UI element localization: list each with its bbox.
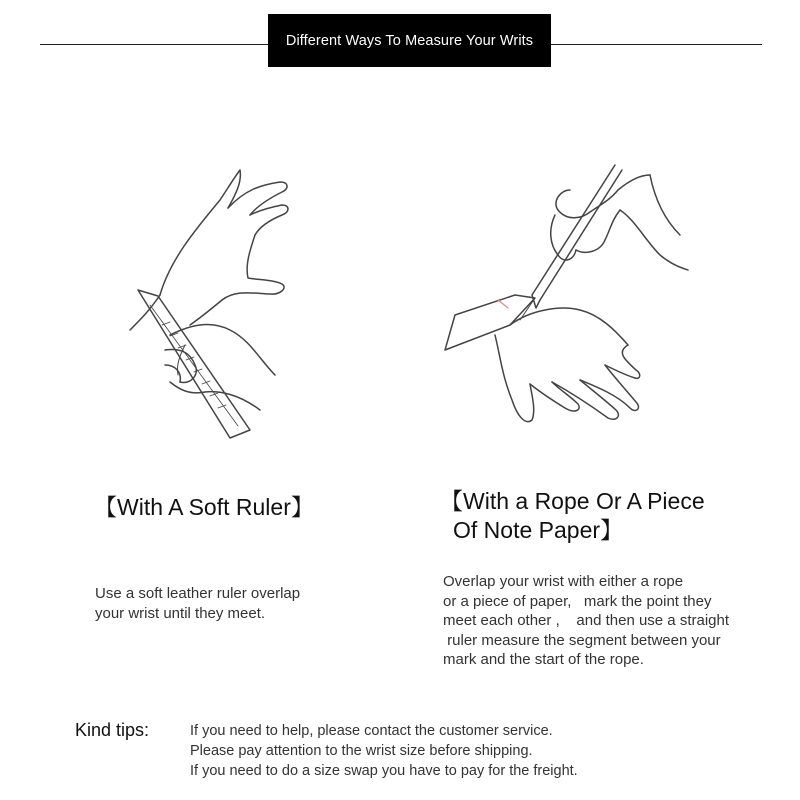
tip-line: If you need to help, please contact the customer service. bbox=[190, 723, 553, 739]
tip-line: If you need to do a size swap you have to pay for the freight. bbox=[190, 763, 578, 779]
description-line: or a piece of paper, mark the point they bbox=[443, 592, 712, 610]
kind-tips-label: Kind tips: bbox=[75, 720, 150, 740]
tip-line: Please pay attention to the wrist size before shipping. bbox=[190, 743, 533, 759]
description-line: Overlap your wrist with either a rope bbox=[443, 573, 684, 590]
header-rule-right bbox=[549, 44, 762, 45]
description-line: ruler measure the segment between your bbox=[443, 631, 721, 649]
rope-paper-heading bbox=[440, 487, 705, 545]
rope-paper-description bbox=[443, 572, 729, 670]
page-title: Different Ways To Measure Your Writs bbox=[285, 32, 534, 49]
rope-paper-heading-line-2: Of Note Paper】 bbox=[453, 517, 624, 543]
description-line: meet each other , and then use a straight bbox=[443, 612, 730, 629]
soft-ruler-description bbox=[95, 584, 300, 623]
soft-ruler-illustration bbox=[110, 160, 310, 450]
description-line: mark and the start of the rope. bbox=[443, 651, 644, 668]
description-line: Use a soft leather ruler overlap bbox=[95, 585, 301, 602]
rope-paper-illustration bbox=[440, 160, 690, 450]
header-rule-left bbox=[40, 44, 272, 45]
description-line: your wrist until they meet. bbox=[95, 604, 266, 622]
soft-ruler-heading: 【With A Soft Ruler】 bbox=[94, 494, 314, 520]
rope-paper-heading-line-1: 【With a Rope Or A Piece bbox=[440, 488, 705, 514]
page-title-banner bbox=[268, 14, 551, 67]
kind-tips-list bbox=[190, 721, 578, 781]
